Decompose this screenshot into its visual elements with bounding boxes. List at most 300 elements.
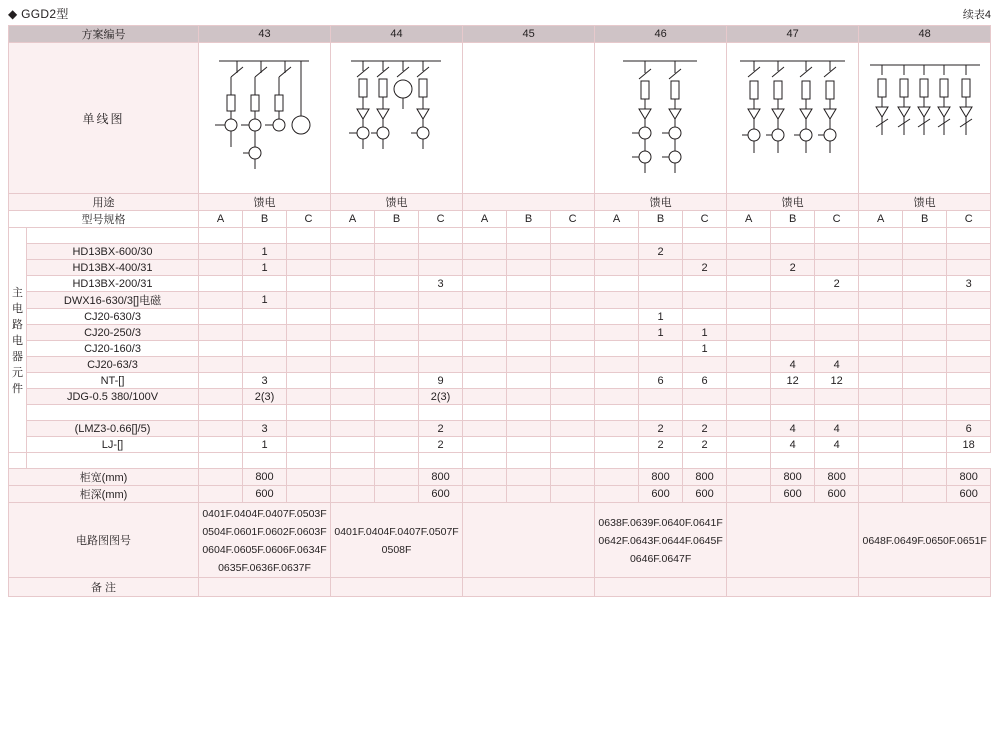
- cabinet-depth-row: [9, 486, 991, 503]
- cell: [815, 260, 859, 276]
- circuit-numbers-43: 0401F.0404F.0407F.0503F 0504F.0601F.0602F.0603F 0604F.0605F.0606F.0634F 0635F.0636F.0637F: [199, 503, 331, 578]
- remark-45: [463, 578, 595, 597]
- scheme-number-47: 47: [727, 26, 859, 43]
- cell: [331, 309, 375, 325]
- cell: [419, 260, 463, 276]
- single-line-diagram-44: [331, 43, 463, 194]
- cell: [287, 405, 331, 421]
- cell: 18: [947, 437, 991, 453]
- cell: [903, 437, 947, 453]
- cell: 12: [771, 373, 815, 389]
- cell: [595, 292, 639, 309]
- cell: [463, 244, 507, 260]
- cell: [771, 405, 815, 421]
- table-row: [9, 357, 991, 373]
- page-header: [0, 0, 999, 25]
- diagram-row-label: 单线图: [9, 43, 199, 194]
- cell: [287, 244, 331, 260]
- cell: [507, 437, 551, 453]
- cell: [243, 309, 287, 325]
- cell: [859, 421, 903, 437]
- circuit-numbers-44: 0401F.0404F.0407F.0507F 0508F: [331, 503, 463, 578]
- phase-44-a: A: [331, 211, 375, 228]
- cell: [859, 260, 903, 276]
- cell: [683, 405, 727, 421]
- cell: 3: [243, 373, 287, 389]
- cell: [507, 357, 551, 373]
- cell: [727, 276, 771, 292]
- cell: 4: [815, 421, 859, 437]
- cell: [331, 341, 375, 357]
- cell: [551, 244, 595, 260]
- cell: [771, 389, 815, 405]
- cell: [375, 292, 419, 309]
- cell: [419, 309, 463, 325]
- cell: [771, 309, 815, 325]
- cell: [243, 341, 287, 357]
- cell: [551, 469, 595, 486]
- cell: [331, 373, 375, 389]
- cell: [771, 341, 815, 357]
- phase-46-a: A: [595, 211, 639, 228]
- cell: [331, 357, 375, 373]
- cell: [815, 244, 859, 260]
- cell: [199, 276, 243, 292]
- cell: [463, 325, 507, 341]
- cell: [199, 421, 243, 437]
- cell: [463, 421, 507, 437]
- cell: [947, 244, 991, 260]
- phase-44-b: B: [375, 211, 419, 228]
- cell: 4: [815, 357, 859, 373]
- cell: [331, 244, 375, 260]
- cell: 4: [815, 437, 859, 453]
- cell: [287, 292, 331, 309]
- cabinet-width-label: 柜宽(mm): [9, 469, 199, 486]
- cell: [507, 309, 551, 325]
- cell: [375, 469, 419, 486]
- cell: 1: [243, 437, 287, 453]
- cell: 600: [419, 486, 463, 503]
- cell: [287, 373, 331, 389]
- cell: [331, 486, 375, 503]
- usage-43: 馈电: [199, 194, 331, 211]
- cell: [903, 276, 947, 292]
- cell: [947, 405, 991, 421]
- cell: [639, 341, 683, 357]
- cell: 600: [947, 486, 991, 503]
- cell: [903, 260, 947, 276]
- cell: [375, 389, 419, 405]
- spec-table: [8, 25, 991, 597]
- cell: [683, 357, 727, 373]
- cell: [463, 405, 507, 421]
- cell: [727, 469, 771, 486]
- cell: [507, 244, 551, 260]
- cell: 2: [639, 244, 683, 260]
- spacer-name: [27, 228, 199, 244]
- cell: [903, 373, 947, 389]
- cell: [947, 309, 991, 325]
- cell: [859, 373, 903, 389]
- phase-43-b: B: [243, 211, 287, 228]
- cell: [947, 260, 991, 276]
- cell: [551, 405, 595, 421]
- cell: [595, 260, 639, 276]
- cell: [595, 389, 639, 405]
- cell: [419, 341, 463, 357]
- table-row: [9, 389, 991, 405]
- cell: 600: [243, 486, 287, 503]
- cell: [639, 405, 683, 421]
- circuit-number-row: [9, 503, 991, 578]
- cell: 600: [771, 486, 815, 503]
- table-row: [9, 405, 991, 421]
- cell: [375, 341, 419, 357]
- cell: [287, 357, 331, 373]
- cell: [947, 341, 991, 357]
- cell: [375, 437, 419, 453]
- diagram-svg-44: [337, 43, 457, 193]
- phase-46-b: B: [639, 211, 683, 228]
- cell: 1: [243, 244, 287, 260]
- scheme-number-44: 44: [331, 26, 463, 43]
- cell: [199, 373, 243, 389]
- cell: [199, 341, 243, 357]
- cell: [683, 292, 727, 309]
- cell: [947, 325, 991, 341]
- remark-43: [199, 578, 331, 597]
- cell: [551, 421, 595, 437]
- cell: [683, 309, 727, 325]
- cell: [595, 244, 639, 260]
- cell: [507, 341, 551, 357]
- cell: [551, 389, 595, 405]
- component-name: NT-[]: [27, 373, 199, 389]
- cell: 9: [419, 373, 463, 389]
- cell: [815, 405, 859, 421]
- usage-45: [463, 194, 595, 211]
- cell: [551, 486, 595, 503]
- table-row: [9, 373, 991, 389]
- component-name: [9, 453, 27, 469]
- cell: [859, 244, 903, 260]
- phase-43-a: A: [199, 211, 243, 228]
- component-name: DWX16-630/3[]电磁: [27, 292, 199, 309]
- cell: [551, 341, 595, 357]
- cell: [595, 486, 639, 503]
- cell: [859, 276, 903, 292]
- cell: [727, 389, 771, 405]
- cell: [595, 309, 639, 325]
- phase-47-a: A: [727, 211, 771, 228]
- cell: [287, 260, 331, 276]
- cell: 2: [683, 437, 727, 453]
- cell: [375, 260, 419, 276]
- cell: 800: [947, 469, 991, 486]
- cell: [287, 276, 331, 292]
- cell: [507, 469, 551, 486]
- cell: 2(3): [243, 389, 287, 405]
- scheme-header-row: [9, 26, 991, 43]
- remark-label: 备 注: [9, 578, 199, 597]
- cell: [419, 357, 463, 373]
- cell: [859, 292, 903, 309]
- diagram-svg-47: [730, 43, 855, 193]
- table-row: [9, 309, 991, 325]
- cell: [859, 486, 903, 503]
- cell: [639, 292, 683, 309]
- cell: [551, 260, 595, 276]
- cell: [331, 276, 375, 292]
- diagram-svg-48: [862, 43, 987, 193]
- cell: 800: [683, 469, 727, 486]
- component-name: HD13BX-600/30: [27, 244, 199, 260]
- cell: [859, 437, 903, 453]
- cell: [595, 437, 639, 453]
- phase-45-b: B: [507, 211, 551, 228]
- table-row: [9, 292, 991, 309]
- cell: [199, 486, 243, 503]
- cell: [463, 341, 507, 357]
- cell: 4: [771, 437, 815, 453]
- cell: [507, 486, 551, 503]
- scheme-number-43: 43: [199, 26, 331, 43]
- table-row: [9, 325, 991, 341]
- cell: [903, 244, 947, 260]
- diagram-row: [9, 43, 991, 194]
- cell: [595, 341, 639, 357]
- cell: [859, 357, 903, 373]
- cell: [463, 357, 507, 373]
- cell: [507, 405, 551, 421]
- cell: [639, 389, 683, 405]
- cell: [771, 325, 815, 341]
- cell: [419, 244, 463, 260]
- page-title: ◆ GGD2型: [8, 7, 69, 21]
- cell: [551, 325, 595, 341]
- cell: [243, 405, 287, 421]
- phase-43-c: C: [287, 211, 331, 228]
- cell: [595, 325, 639, 341]
- cell: [199, 437, 243, 453]
- cell: [375, 421, 419, 437]
- cell: 3: [947, 276, 991, 292]
- cell: [551, 292, 595, 309]
- cell: [595, 357, 639, 373]
- cell: [947, 373, 991, 389]
- usage-47: 馈电: [727, 194, 859, 211]
- cell: [903, 389, 947, 405]
- cell: [727, 325, 771, 341]
- cell: [727, 260, 771, 276]
- diagram-svg-46: [601, 43, 721, 193]
- cell: [199, 292, 243, 309]
- cell: [287, 421, 331, 437]
- cell: [859, 341, 903, 357]
- cell: [727, 341, 771, 357]
- component-name: LJ-[]: [27, 437, 199, 453]
- cell: [463, 292, 507, 309]
- component-name: CJ20-250/3: [27, 325, 199, 341]
- cell: [815, 389, 859, 405]
- cell: [507, 276, 551, 292]
- cell: 600: [683, 486, 727, 503]
- cell: [199, 357, 243, 373]
- component-name: JDG-0.5 380/100V: [27, 389, 199, 405]
- cell: [463, 389, 507, 405]
- cell: 6: [683, 373, 727, 389]
- cell: [243, 276, 287, 292]
- cell: [287, 469, 331, 486]
- cell: [727, 357, 771, 373]
- cell: 800: [815, 469, 859, 486]
- single-line-diagram-47: [727, 43, 859, 194]
- circuit-numbers-45: [463, 503, 595, 578]
- scheme-header-label: 方案编号: [9, 26, 199, 43]
- cell: 800: [243, 469, 287, 486]
- cell: [727, 437, 771, 453]
- single-line-diagram-43: [199, 43, 331, 194]
- component-name: CJ20-160/3: [27, 341, 199, 357]
- cell: 2: [639, 421, 683, 437]
- cell: [903, 469, 947, 486]
- single-line-diagram-46: [595, 43, 727, 194]
- diagram-svg-43: [205, 43, 325, 193]
- cell: [859, 309, 903, 325]
- cell: [903, 292, 947, 309]
- cell: [419, 292, 463, 309]
- cell: [507, 325, 551, 341]
- table-row: [9, 260, 991, 276]
- cabinet-width-row: [9, 469, 991, 486]
- cell: 1: [639, 325, 683, 341]
- cell: [551, 437, 595, 453]
- component-name: HD13BX-400/31: [27, 260, 199, 276]
- cell: [199, 244, 243, 260]
- cell: [771, 244, 815, 260]
- table-row: [9, 453, 991, 469]
- cell: [463, 373, 507, 389]
- usage-row: [9, 194, 991, 211]
- cell: [331, 325, 375, 341]
- remark-46: [595, 578, 727, 597]
- usage-label: 用途: [9, 194, 199, 211]
- phase-44-c: C: [419, 211, 463, 228]
- cell: [463, 486, 507, 503]
- cell: 6: [639, 373, 683, 389]
- cell: 800: [419, 469, 463, 486]
- cell: [331, 469, 375, 486]
- cell: [903, 325, 947, 341]
- cell: 2: [683, 260, 727, 276]
- cell: 1: [683, 341, 727, 357]
- cell: [507, 260, 551, 276]
- cell: 600: [815, 486, 859, 503]
- cell: [727, 486, 771, 503]
- cell: [551, 276, 595, 292]
- cell: [903, 486, 947, 503]
- cell: [727, 292, 771, 309]
- cell: [375, 373, 419, 389]
- cell: 1: [683, 325, 727, 341]
- cell: [507, 373, 551, 389]
- continued-label: 续表4: [962, 9, 991, 21]
- cell: [639, 276, 683, 292]
- phase-45-c: C: [551, 211, 595, 228]
- model-spec-label: 型号规格: [9, 211, 199, 228]
- cell: [199, 325, 243, 341]
- cell: 12: [815, 373, 859, 389]
- phase-48-b: B: [903, 211, 947, 228]
- cell: [903, 357, 947, 373]
- cell: [815, 325, 859, 341]
- cell: [595, 276, 639, 292]
- cell: 2: [639, 437, 683, 453]
- phase-48-a: A: [859, 211, 903, 228]
- cell: [463, 276, 507, 292]
- cell: [639, 260, 683, 276]
- cell: [375, 309, 419, 325]
- cell: 2: [815, 276, 859, 292]
- cabinet-depth-label: 柜深(mm): [9, 486, 199, 503]
- cell: [287, 309, 331, 325]
- cell: [375, 405, 419, 421]
- remark-row: [9, 578, 991, 597]
- cell: [815, 341, 859, 357]
- cell: [287, 486, 331, 503]
- cell: [507, 292, 551, 309]
- cell: [463, 469, 507, 486]
- cell: [903, 405, 947, 421]
- table-row: [9, 276, 991, 292]
- cell: [727, 373, 771, 389]
- cell: [551, 373, 595, 389]
- cell: [507, 389, 551, 405]
- remark-47: [727, 578, 859, 597]
- cell: 3: [243, 421, 287, 437]
- cell: [551, 309, 595, 325]
- circuit-numbers-48: 0648F.0649F.0650F.0651F: [859, 503, 991, 578]
- cell: [375, 276, 419, 292]
- cell: [331, 389, 375, 405]
- cell: 2(3): [419, 389, 463, 405]
- cell: [507, 421, 551, 437]
- single-line-diagram-48: [859, 43, 991, 194]
- cell: [859, 325, 903, 341]
- left-vertical-label: 主 电 路 电 器 元 件: [9, 228, 27, 453]
- cell: [375, 357, 419, 373]
- cell: [375, 486, 419, 503]
- cell: [815, 292, 859, 309]
- cell: [243, 325, 287, 341]
- cell: 6: [947, 421, 991, 437]
- phase-46-c: C: [683, 211, 727, 228]
- cell: 1: [243, 292, 287, 309]
- cell: [331, 260, 375, 276]
- cell: [683, 389, 727, 405]
- cell: [727, 244, 771, 260]
- table-row: [9, 341, 991, 357]
- cell: [947, 292, 991, 309]
- cell: [331, 437, 375, 453]
- spacer-row: [9, 228, 991, 244]
- scheme-number-46: 46: [595, 26, 727, 43]
- phase-48-c: C: [947, 211, 991, 228]
- cell: [947, 389, 991, 405]
- cell: [551, 357, 595, 373]
- cell: [815, 309, 859, 325]
